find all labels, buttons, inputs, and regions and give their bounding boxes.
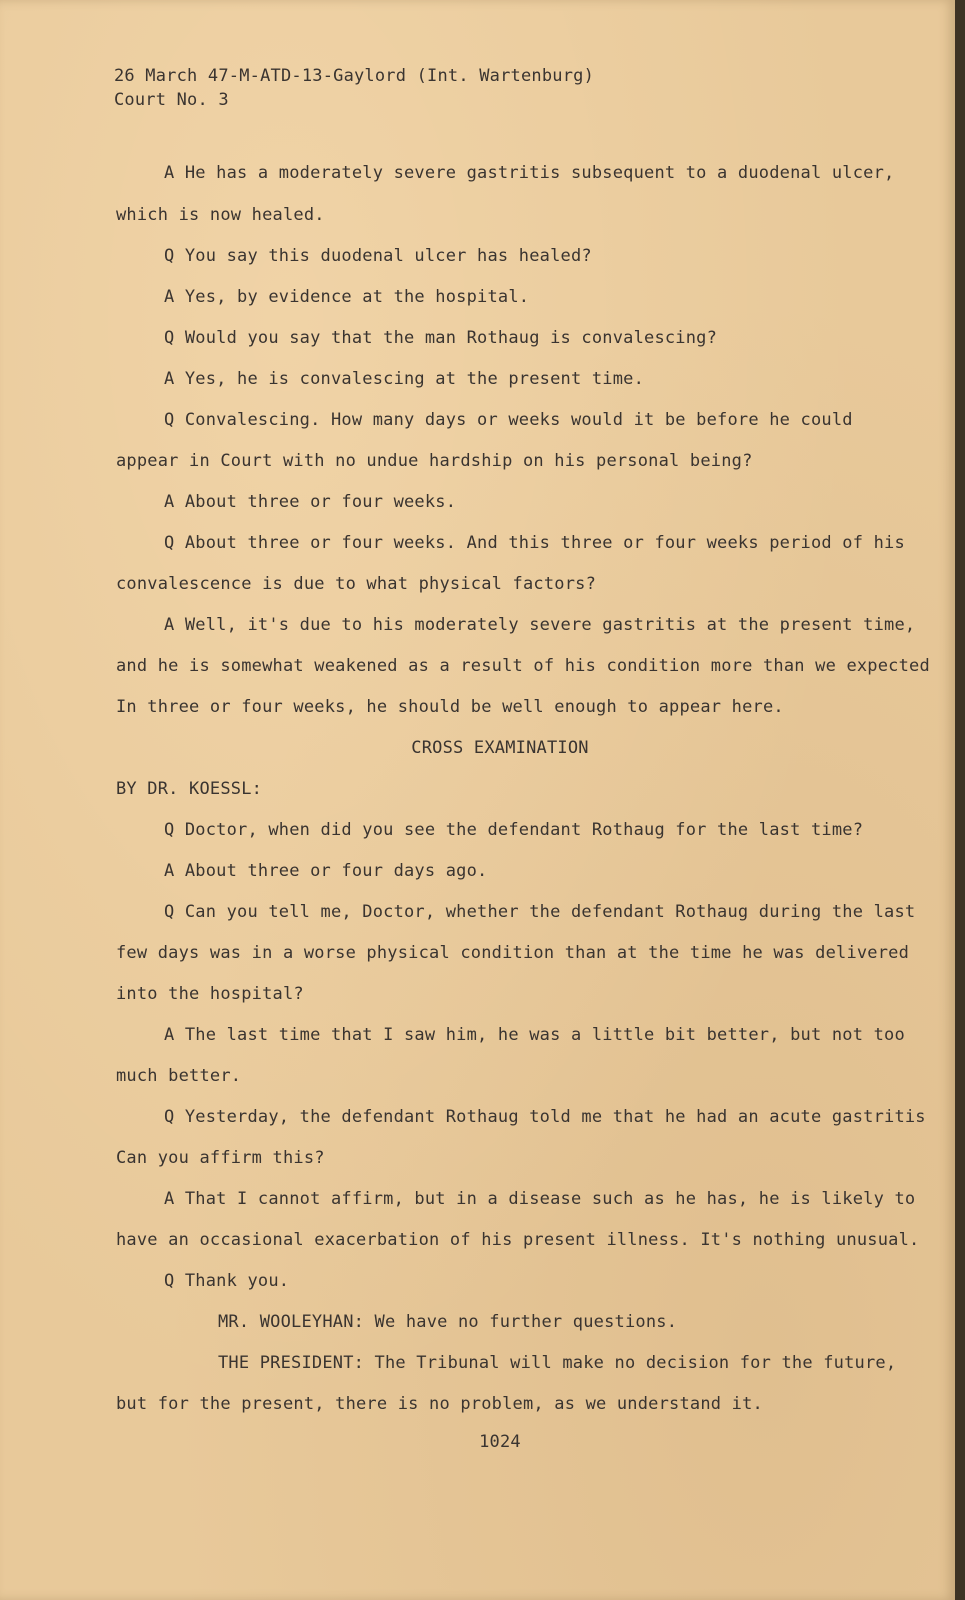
transcript-line: A Yes, he is convalescing at the present time. — [164, 369, 645, 389]
transcript-line: Q Thank you. — [164, 1271, 290, 1291]
document-header — [114, 64, 594, 112]
transcript-line: In three or four weeks, he should be well enough to appear here. — [116, 697, 784, 717]
transcript-line: Q Yesterday, the defendant Rothaug told me that he had an acute gastritis — [164, 1107, 926, 1127]
header-court: Court No. 3 — [114, 90, 229, 110]
transcript-line: much better. — [116, 1066, 242, 1086]
page-number: 1024 — [479, 1432, 521, 1452]
header-date-case: 26 March 47-M-ATD-13-Gaylord (Int. Wartenburg) — [114, 66, 595, 86]
transcript-line: Can you affirm this? — [116, 1148, 325, 1168]
transcript-line: Q Doctor, when did you see the defendant Rothaug for the last time? — [164, 820, 864, 840]
transcript-line: Q Would you say that the man Rothaug is convalescing? — [164, 328, 718, 348]
transcript-line: appear in Court with no undue hardship on his personal being? — [116, 451, 753, 471]
transcript-line: and he is somewhat weakened as a result of his condition more than we expected — [116, 656, 930, 676]
transcript-line: Q Can you tell me, Doctor, whether the defendant Rothaug during the last — [164, 902, 916, 922]
transcript-line: A That I cannot affirm, but in a disease such as he has, he is likely to — [164, 1189, 916, 1209]
transcript-line: few days was in a worse physical condition than at the time he was delivered — [116, 943, 910, 963]
transcript-line: MR. WOOLEYHAN: We have no further questions. — [218, 1312, 678, 1332]
transcript-line: A Well, it's due to his moderately severe gastritis at the present time, — [164, 615, 916, 635]
transcript-line: convalescence is due to what physical factors? — [116, 574, 597, 594]
transcript-line: A About three or four weeks. — [164, 492, 457, 512]
transcript-line: A He has a moderately severe gastritis subsequent to a duodenal ulcer, — [164, 163, 895, 183]
transcript-line: Q You say this duodenal ulcer has healed? — [164, 246, 592, 266]
transcript-line: THE PRESIDENT: The Tribunal will make no decision for the future, — [218, 1353, 897, 1373]
page-edge — [955, 0, 965, 1600]
transcript-line: Q About three or four weeks. And this three or four weeks period of his — [164, 533, 905, 553]
transcript-line: have an occasional exacerbation of his present illness. It's nothing unusual. — [116, 1230, 920, 1250]
transcript-line: which is now healed. — [116, 205, 325, 225]
section-heading: CROSS EXAMINATION — [411, 738, 589, 758]
transcript-line: A Yes, by evidence at the hospital. — [164, 287, 530, 307]
transcript-line: A About three or four days ago. — [164, 861, 488, 881]
transcript-line: into the hospital? — [116, 984, 304, 1004]
transcript-line: but for the present, there is no problem, as we understand it. — [116, 1394, 763, 1414]
examiner-label: BY DR. KOESSL: — [116, 779, 263, 799]
transcript-line: A The last time that I saw him, he was a little bit better, but not too — [164, 1025, 905, 1045]
transcript-line: Q Convalescing. How many days or weeks would it be before he could — [164, 410, 853, 430]
